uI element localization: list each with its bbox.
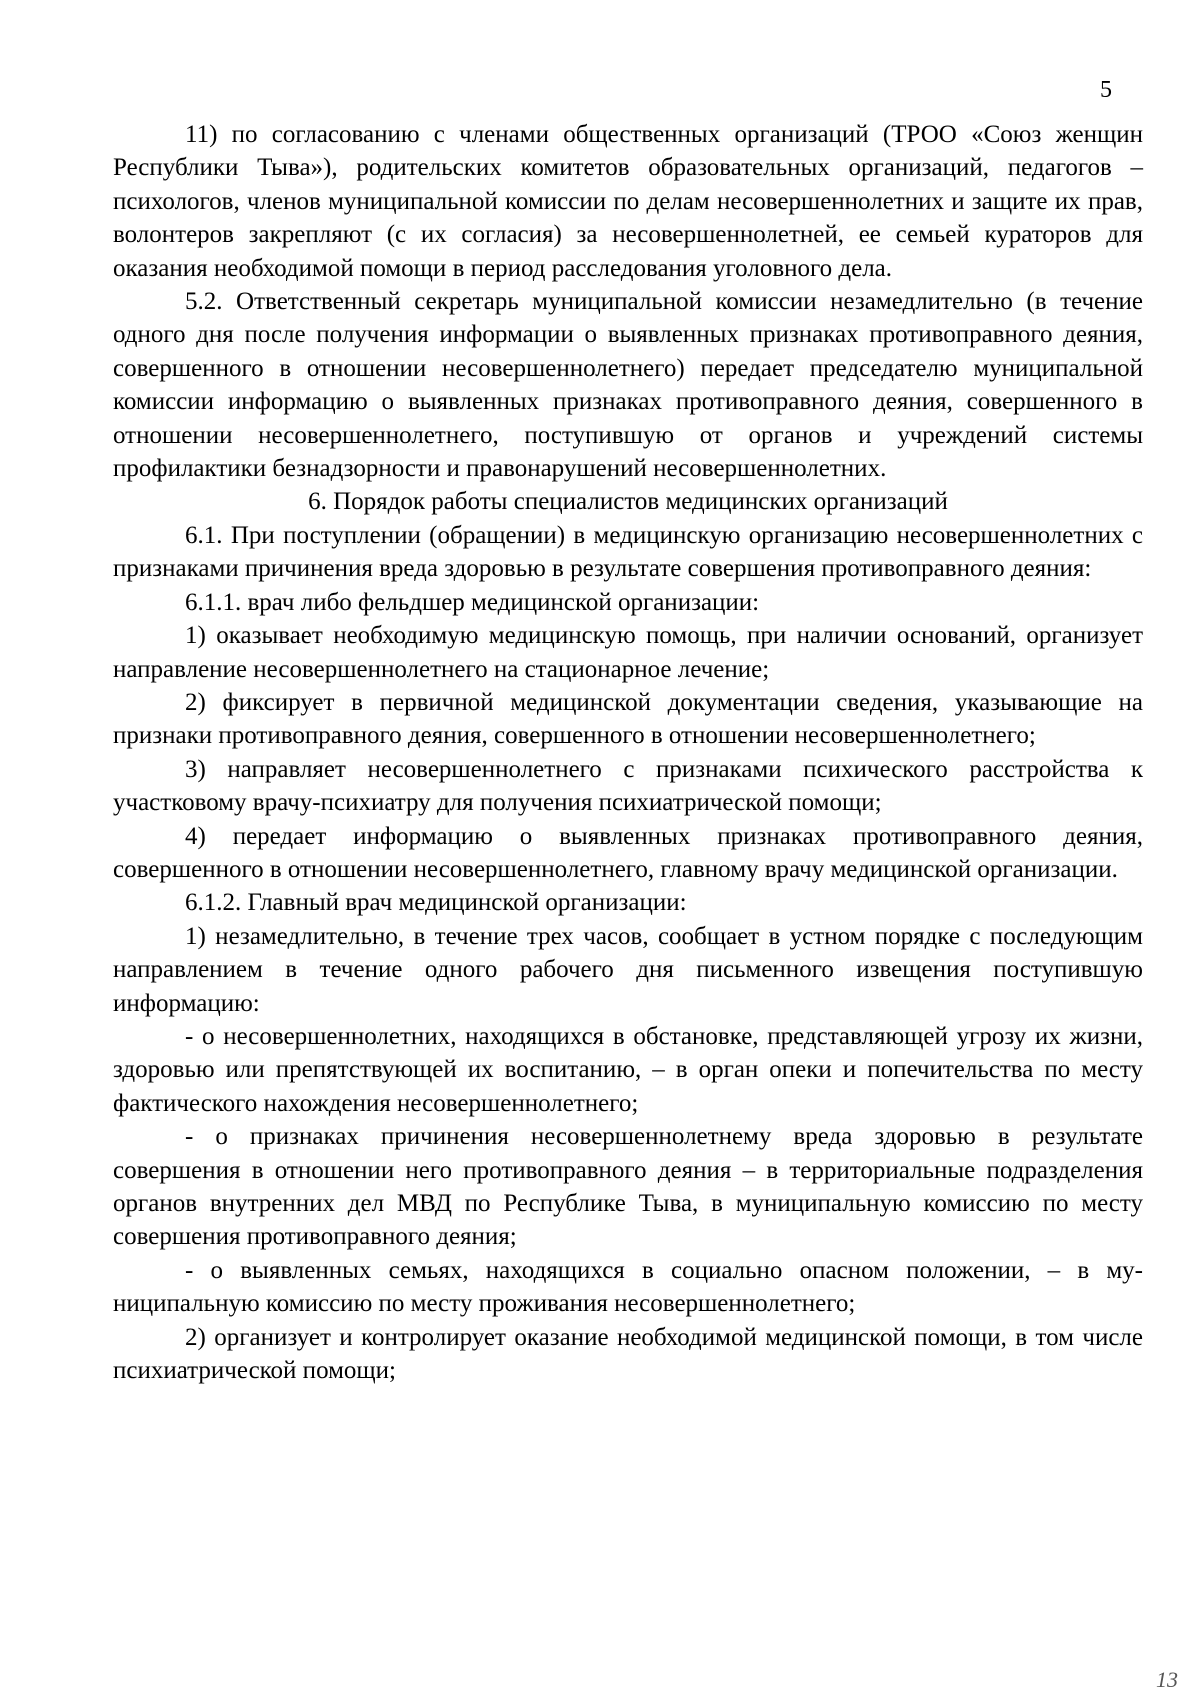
paragraph-6-1-2: 6.1.2. Главный врач медицинской организации: bbox=[185, 889, 687, 917]
list-item-6-1-2-1: 1) незамедлительно, в течение трех часов, сообщает в устном порядке с последующим направлением в течение одного рабочего дня письменного извещения поступившую информацию: bbox=[113, 922, 1143, 1017]
document-body bbox=[113, 118, 1143, 1387]
dash-item-dangerous-families: - о выявленных семьях, находящихся в социально опасном положении, – в муниципальную комиссию по месту проживания несовершеннолетнего; bbox=[113, 1256, 1143, 1318]
paragraph-6-1: 6.1. При поступлении (обращении) в медицинскую организацию несовершеннолетних с признаками причинения вреда здоровью в результате совершения противоправного деяния: bbox=[113, 521, 1143, 583]
list-item-6-1-1-3: 3) направляет несовершеннолетнего с признаками психического расстройства к участковому врачу-психиатру для получения психиатрической помощи; bbox=[113, 755, 1143, 817]
corner-mark: 13 bbox=[1156, 1667, 1178, 1692]
list-item-6-1-1-1: 1) оказывает необходимую медицинскую помощь, при наличии оснований, организует направление несовершеннолетнего на стационарное лечение; bbox=[113, 622, 1143, 683]
paragraph-5-2-secretary: 5.2. Ответственный секретарь муниципальной комиссии незамедлительно (в течение одного дня после получения информации о выявленных признаках противоправного деяния, совершенного в отношении несовершеннолетнего) передает председателю муниципальной комиссии информацию о выявленных признаках противоправного деяния, совершенного в отношении несовершеннолетнего, поступившую от органов и учреждений системы профилактики безнадзорности и правонарушений несовершеннолетних. bbox=[113, 288, 1143, 483]
section-title: 6. Порядок работы специалистов медицинских организаций bbox=[308, 488, 948, 516]
list-item-6-1-1-4: 4) передает информацию о выявленных признаках противоправного деяния, совершенного в отношении несовершеннолетнего, главному врачу медицинской организации. bbox=[113, 822, 1143, 883]
paragraph-11-curators: 11) по согласованию с членами общественных организаций (ТРОО «Союз женщин Республики Тыва»), родительских комитетов образовательных организаций, педагогов – психологов, членов муниципальной комиссии по делам несовершеннолетних и защите их прав, волонтеров закрепляют (с их согласия) за несовершеннолетней, ее семьей кураторов для оказания необходимой помощи в период расследования уголовного дела. bbox=[113, 121, 1143, 282]
list-item-6-1-2-2: 2) организует и контролирует оказание необходимой медицинской помощи, в том числе психиатрической помощи; bbox=[113, 1323, 1143, 1385]
page-number: 5 bbox=[1100, 77, 1112, 103]
dash-item-guardianship: - о несовершеннолетних, находящихся в обстановке, представляющей угрозу их жизни, здоровью или препятствующей их воспитанию, – в орган опеки и попечительства по месту фактического нахождения несовершеннолетнего; bbox=[113, 1022, 1143, 1117]
dash-item-internal-affairs: - о признаках причинения несовершеннолетнему вреда здоровью в результате совершения в отношении него противоправного деяния – в территориальные подразделения органов внутренних дел МВД по Республике Тыва, в муниципальную комиссию по месту совершения противоправного деяния; bbox=[113, 1123, 1143, 1251]
paragraph-6-1-1: 6.1.1. врач либо фельдшер медицинской организации: bbox=[185, 588, 760, 616]
list-item-6-1-1-2: 2) фиксирует в первичной медицинской документации сведения, указывающие на признаки противоправного деяния, совершенного в отношении несовершеннолетнего; bbox=[113, 688, 1143, 750]
